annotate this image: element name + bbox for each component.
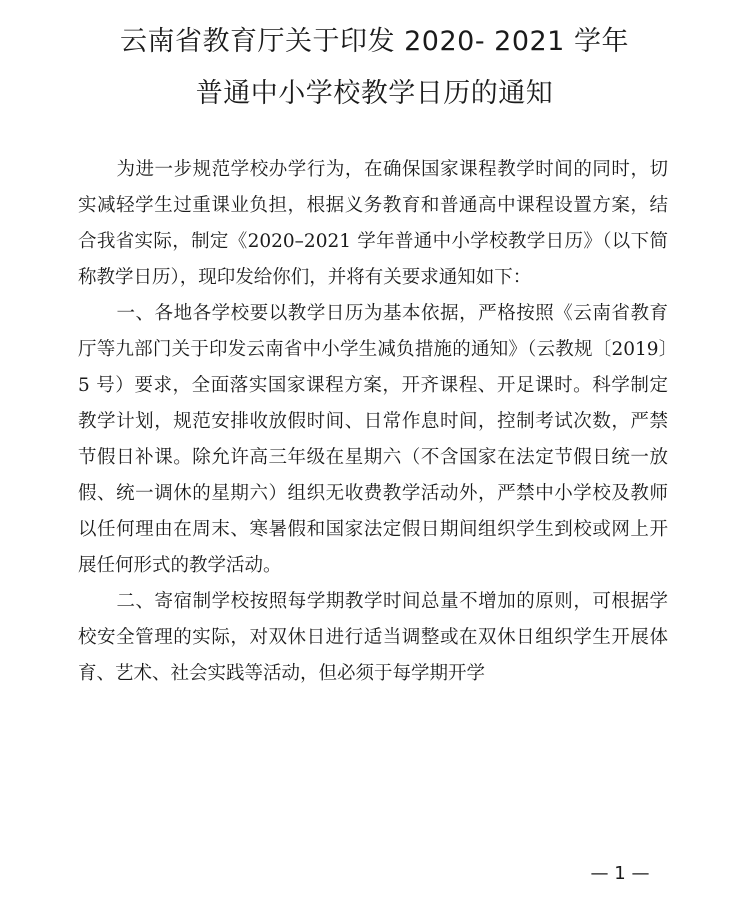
paragraph-item-1: 一、各地各学校要以教学日历为基本依据，严格按照《云南省教育厅等九部门关于印发云南省中小学生减负措施的通知》（云教规〔2019〕5 号）要求，全面落实国家课程方案，开齐课程、开足课时。科学制定教学计划，规范安排收放假时间、日常作息时间，控制考试次数，严禁节假日补课。除允许高三年级在星期六（不含国家在法定节假日统一放假、统一调休的星期六）组织无收费教学活动外，严禁中小学校及教师以任何理由在周末、寒暑假和国家法定假日期间组织学生到校或网上开展任何形式的教学活动。 [78,303,668,576]
document-title-line-1: 云南省教育厅关于印发 2020- 2021 学年 [120,26,629,57]
paragraph-item-2: 二、寄宿制学校按照每学期教学时间总量不增加的原则，可根据学校安全管理的实际，对双休日进行适当调整或在双休日组织学生开展体育、艺术、社会实践等活动，但必须于每学期开学 [78,591,668,684]
page-number: — 1 — [590,863,650,884]
paragraph-intro: 为进一步规范学校办学行为，在确保国家课程教学时间的同时，切实减轻学生过重课业负担，根据义务教育和普通高中课程设置方案，结合我省实际，制定《2020–2021 学年普通中小学校教学日历》（以下简称教学日历），现印发给你们，并将有关要求通知如下： [78,159,668,288]
document-title-line-2: 普通中小学校教学日历的通知 [195,78,554,109]
document-body [78,152,668,692]
